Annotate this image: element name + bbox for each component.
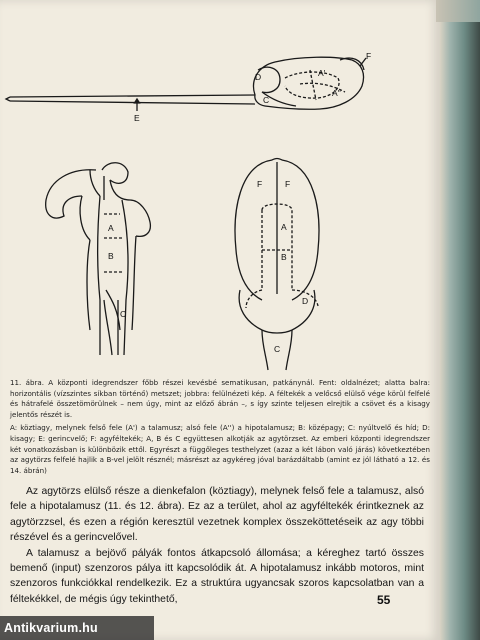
label-d-top: D [302, 296, 309, 306]
body-paragraph-1: Az agytörzs elülső része a dienkefalon (köztiagy), melynek felső fele a talamusz, alsó fele a hipotalamusz (11. és 12. ábra). Ez az a terület, ahol az agyféltekék érintkeznek az agytörzzsel, és ezen a régión keresztül vezetnek komplex összeköttetéseik az agy többi részével és a gerincvelővel. [10, 486, 424, 544]
label-a-section: A [108, 223, 114, 233]
label-a-top: A [281, 222, 287, 232]
label-c-section: C [120, 309, 127, 319]
label-d-side: D [255, 72, 262, 82]
top-view [235, 159, 319, 371]
book-binding-edge [440, 0, 480, 640]
label-c-top: C [274, 344, 281, 354]
label-f-top-right: F [285, 179, 291, 189]
label-b-top: B [281, 252, 287, 262]
caption-legend: A: köztiagy, melynek felső fele (A') a talamusz; alsó fele (A'') a hipotalamusz; B: középagy; C: nyúltvelő és híd; D: kisagy; E: gerincvelő; F: agyféltekék; A, B és C együttesen alkotják az agytörzset. Az emberi központi idegrendszer két vonatkozásban is különbözik ettől. Egyrészt a függőleges testhelyzet (azaz a két lábon való járás) következtében az agytörzs felfelé hajlik a B-vel jelölt résznél; másrészt az agykéreg jóval barázdáltabb (amint ez jól látható a 12. és 14. ábrán) [10, 423, 430, 475]
body-text [10, 484, 424, 607]
label-a-double-prime: A'' [332, 88, 341, 98]
horizontal-section [46, 163, 151, 355]
body-paragraph-2: A talamusz a bejövő pályák fontos átkapcsoló állomása; a kéreghez tartó összes bemenő (input) szenzoros pálya itt kapcsolódik át. A hipotalamusz inkább motoros, mint szenzoros funkciókkal rendelkezik. Ez a struktúra ugyancsak szoros kapcsolatban van a féltekékkel, de mégis úgy tekinthető, [10, 547, 424, 605]
label-b-section: B [108, 251, 114, 261]
page-number: 55 [377, 593, 391, 607]
caption-description: 11. ábra. A központi idegrendszer főbb részei kevésbé sematikusan, patkánynál. Fent: oldalnézet; alatta balra: horizontális (vízszintes síkban történő) metszet; jobbra: felülnézeti kép. A féltekék a velőcső elülső vége körül felfelé és hátrafelé összetömörülnek – nem úgy, mint az előző ábrán –, s így szinte teljesen elrejtik a csövet és a kisagy jelentős részét is. [10, 378, 430, 419]
label-f-top-left: F [257, 179, 263, 189]
book-binding-top [436, 0, 480, 22]
label-e: E [134, 113, 140, 123]
label-f-side: F [366, 51, 372, 61]
figure-caption [10, 378, 430, 476]
label-c-side: C [263, 95, 270, 105]
label-a-prime: A' [318, 68, 326, 78]
watermark: Antikvarium.hu [0, 616, 154, 640]
side-view [6, 57, 366, 109]
